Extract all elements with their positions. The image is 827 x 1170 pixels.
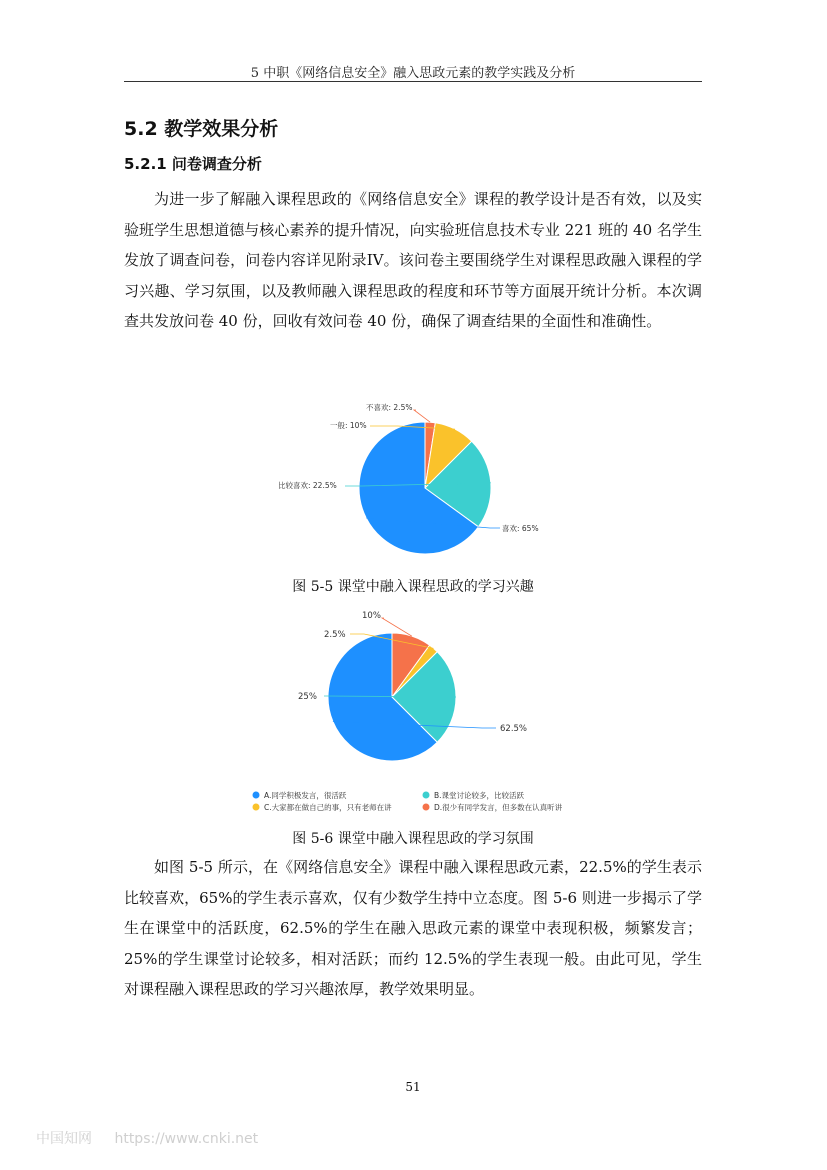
watermark-url: https://www.cnki.net (114, 1131, 259, 1147)
section-title: 5.2 教学效果分析 (124, 118, 279, 140)
legend-swatch-c (253, 804, 260, 811)
slice-label-quiet: 10% (362, 611, 381, 621)
slice-label-like: 喜欢: 65% (502, 524, 539, 533)
slice-label-active: 62.5% (500, 724, 528, 734)
subsection-title: 5.2.1 问卷调查分析 (124, 155, 262, 173)
pie-chart-learning-atmosphere (230, 600, 600, 820)
legend-swatch-b (423, 792, 430, 799)
slice-label-fairly-like: 比较喜欢: 22.5% (278, 481, 337, 490)
header-rule (124, 81, 702, 82)
watermark (36, 1128, 276, 1148)
paragraph-analysis: 如图 5-5 所示，在《网络信息安全》课程中融入课程思政元素，22.5%的学生表示比较喜欢，65%的学生表示喜欢，仅有少数学生持中立态度。图 5-6 则进一步揭示了学生在课堂中的活跃度，62.5%的学生在融入思政元素的课堂中表现积极，频繁发言；25%的学生课堂讨论较多，相对活跃；而约 12.5%的学生表现一般。由此可见，学生对课程融入课程思政的学习兴趣浓厚，教学效果明显。 (124, 858, 702, 999)
figure-caption-5-6: 图 5-6 课堂中融入课程思政的学习氛围 (292, 831, 534, 847)
pie-chart-learning-interest (250, 396, 580, 566)
legend-swatch-a (253, 792, 260, 799)
slice-label-neutral: 一般: 10% (330, 421, 367, 430)
interest-leader-3 (414, 410, 430, 422)
running-header: 5 中职《网络信息安全》融入思政元素的教学实践及分析 (250, 66, 576, 81)
paragraph-intro: 为进一步了解融入课程思政的《网络信息安全》课程的教学设计是否有效，以及实验班学生思想道德与核心素养的提升情况，向实验班信息技术专业 221 班的 40 名学生发放了调查问卷，问卷内容详见附录IV。该问卷主要围绕学生对课程思政融入课程的学习兴趣、学习氛围，以及教师融入课程思政的程度和环节等方面展开统计分析。本次调查共发放问卷 40 份，回收有效问卷 40 份，确保了调查结果的全面性和准确性。 (124, 190, 702, 331)
legend-label-d: D.很少有同学发言，但多数在认真听讲 (434, 803, 563, 812)
watermark-brand: 中国知网 (36, 1131, 92, 1147)
slice-label-dislike: 不喜欢: 2.5% (366, 403, 413, 412)
slice-label-fairly-active: 25% (298, 692, 317, 702)
legend-label-c: C.大家都在做自己的事，只有老师在讲 (264, 803, 392, 812)
legend-swatch-d (423, 804, 430, 811)
legend-label-a: A.同学积极发言，很活跃 (264, 791, 347, 800)
slice-label-passive: 2.5% (324, 630, 346, 640)
legend-label-b: B.课堂讨论较多，比较活跃 (434, 791, 525, 800)
page-number: 51 (405, 1080, 421, 1094)
figure-caption-5-5: 图 5-5 课堂中融入课程思政的学习兴趣 (292, 579, 534, 595)
